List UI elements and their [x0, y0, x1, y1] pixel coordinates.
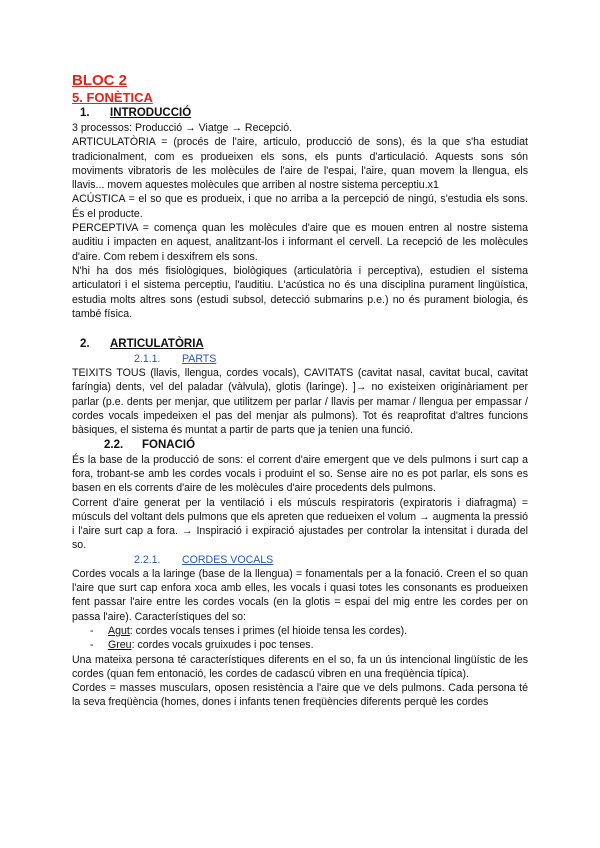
- section-title: 5. FONÈTICA: [72, 90, 153, 105]
- heading-number: 2.: [80, 338, 90, 351]
- paragraph: PERCEPTIVA = comença quan les molècules d'aire que es mouen entren al nostre sistema auditiu i impacten en aquest, analitzant-los i informant el cervell. La recepció de les molècules d'aire. Com rebem i desxifrem els sons.: [72, 222, 528, 263]
- document-title: BLOC 2: [72, 72, 128, 89]
- list-item: [90, 638, 528, 652]
- list-text: : cordes vocals tenses i primes (el hioide tensa les cordes).: [129, 624, 408, 637]
- paragraph: N'hi ha dos més fisiològiques, biològiques (articulatòria i perceptiva), estudien el sistema articulatori i el sistema perceptiu, l'auditiu. L'acústica no és una disciplina purament lingüística, estudia molts altres sons (estudi subsol, detecció submarins p.e.) no és purament biologia, és també física.: [72, 264, 528, 320]
- subheading-text: CORDES VOCALS: [182, 553, 274, 566]
- heading-introduccio: [80, 106, 528, 121]
- heading-fonacio: [104, 438, 528, 453]
- list-item: [90, 624, 528, 638]
- list-bullet: -: [90, 639, 94, 652]
- paragraph: TEIXITS TOUS (llavis, llengua, cordes vocals), CAVITATS (cavitat nasal, cavitat bucal, cavitat faríngia) dents, vel del paladar (vàlvula), glotis (laringe). ]→ no existeixen originàriament per parlar (p.e. dents per menjar, que utilitzem per parlar / llavis per mamar / llengua per empassar / cordes vocals impedeixen el pas del menjar als pulmons). Tot és reaprofitat d'altres funcions bàsiques, el sistema és muntat a partir de parts que ja tenien una funció.: [72, 367, 528, 437]
- list-term: Agut: [108, 624, 130, 637]
- heading-text: FONACIÓ: [142, 438, 196, 451]
- paragraph: Una mateixa persona té característiques diferents en el so, fa un ús intencional lingüístic de les cordes (quan fem entonació, les cordes de cadascú vibren en una freqüència típica).: [72, 653, 528, 680]
- subheading-text: PARTS: [182, 353, 217, 366]
- list-bullet: -: [90, 624, 94, 637]
- paragraph: ACÚSTICA = el so que es produeix, i que no arriba a la percepció de ningú, s'estudia els sons. És el producte.: [72, 193, 528, 220]
- subheading-parts: [134, 352, 528, 366]
- paragraph: ARTICULATÒRIA = (procés de l'aire, articulo, producció de sons), és la que s'ha estudiat tradicionalment, com es produeixen els sons, els punts d'articulació. Aquests sons són moviments vibratoris de les molècules de l'aire de l'espai, l'aire, quan movem la llengua, els llavis... movem aquestes molècules que arriben al nostre sistema perceptiu.x1: [72, 136, 528, 192]
- paragraph: Cordes vocals a la laringe (base de la llengua) = fonamentals per a la fonació. Creen el so quan l'aire que surt cap enfora xoca amb elles, les vocals i quasi totes les consonants es produeixen fent passar l'aire entre les cordes vocals (en la glotis = espai del mig entre les cordes per on passa l'aire). Característiques del so:: [72, 567, 528, 623]
- heading-articulatoria: [80, 337, 528, 352]
- subheading-number: 2.1.1.: [134, 353, 161, 366]
- heading-text: ARTICULATÒRIA: [110, 338, 204, 351]
- paragraph: És la base de la producció de sons: el corrent d'aire emergent que ve dels pulmons i surt cap a fora, trobant-se amb les cordes vocals i produint el so. Sense aire no es pot parlar, els sons es basen en els corrents d'aire de les molècules d'aire procedents dels pulmons.: [72, 453, 528, 495]
- heading-number: 1.: [80, 107, 90, 119]
- list-term: Greu: [108, 639, 132, 652]
- paragraph: Corrent d'aire generat per la ventilació i els músculs respiratoris (expiratoris i diafragma) = músculs del voltant dels pulmons que els apreten que redueixen el volum → augmenta la pressió i l'aire surt cap a fora. → Inspiració i expiració ajustades per controlar la intensitat i durada del so.: [72, 496, 528, 552]
- document-page: [72, 72, 528, 710]
- paragraph: Cordes = masses musculars, oposen resistència a l'aire que ve dels pulmons. Cada persona té la seva freqüència (homes, dones i infants tenen freqüències diferents perquè les cordes: [72, 682, 528, 709]
- list-text: : cordes vocals gruixudes i poc tenses.: [131, 639, 314, 652]
- paragraph: 3 processos: Producció → Viatge → Recepció.: [72, 122, 293, 134]
- subheading-cordes-vocals: [134, 553, 528, 567]
- heading-text: INTRODUCCIÓ: [110, 107, 192, 119]
- heading-number: 2.2.: [104, 438, 124, 451]
- subheading-number: 2.2.1.: [134, 553, 161, 566]
